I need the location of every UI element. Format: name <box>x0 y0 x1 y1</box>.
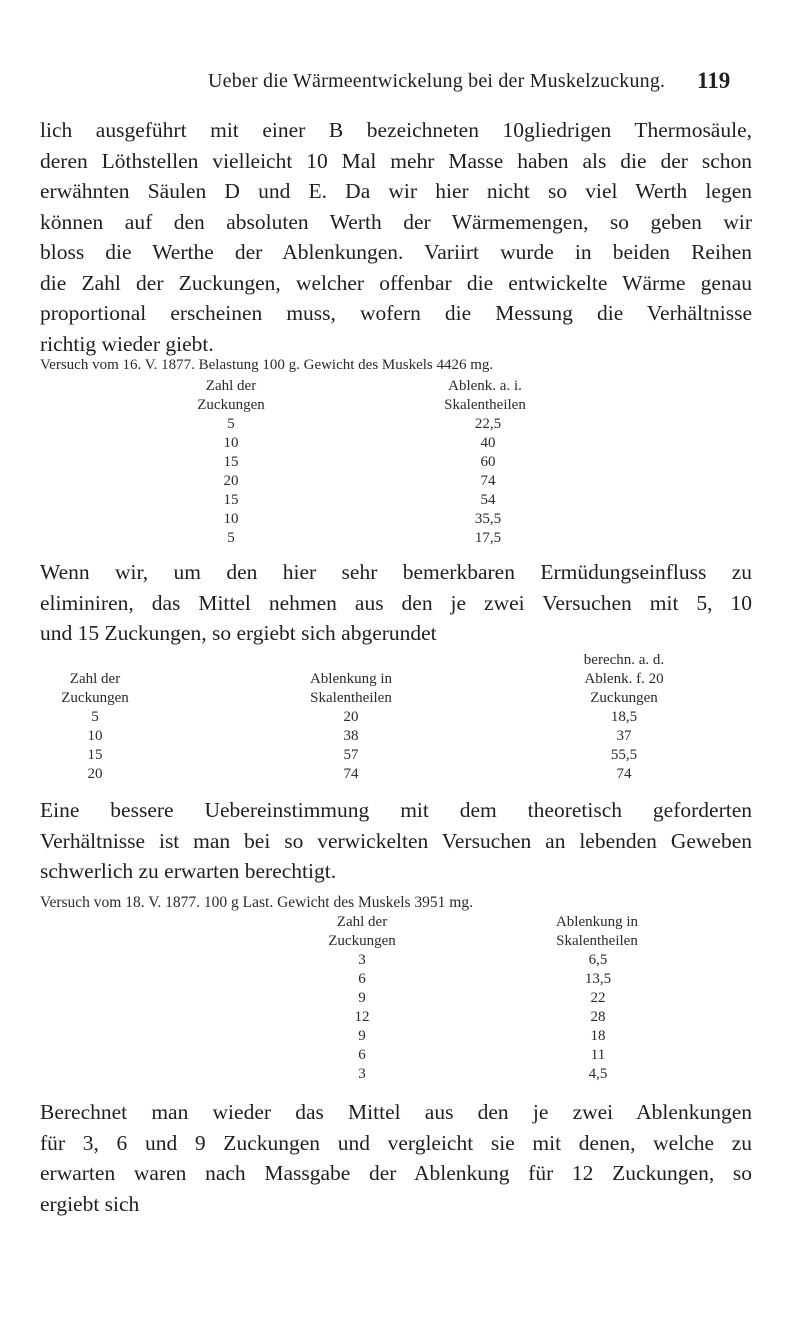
table1-header-col2: Skalentheilen <box>444 397 526 413</box>
running-header: Ueber die Wärmeentwickelung bei der Muskelzuckung. <box>208 70 666 92</box>
table-cell: 38 <box>343 728 359 744</box>
paragraph-3 <box>40 795 752 887</box>
table2-header-col1: Zahl der <box>69 671 121 687</box>
table-cell: 5 <box>91 709 99 725</box>
text-line: ergiebt sich <box>40 1191 140 1216</box>
table3-header-col1: Zuckungen <box>328 933 396 949</box>
text-line: schwerlich zu erwarten berechtigt. <box>40 859 337 883</box>
table-cell: 10 <box>223 435 239 451</box>
text-line: richtig wieder giebt. <box>40 331 214 356</box>
table-cell: 5 <box>227 416 235 432</box>
table-cell: 74 <box>343 766 359 782</box>
text-line: Verhältnisse ist man bei so verwickelten Versuchen an lebenden Geweben <box>40 828 752 853</box>
table2-header-col2: Ablenkung in <box>309 671 393 687</box>
table3-caption: Versuch vom 18. V. 1877. 100 g Last. Gewicht des Muskels 3951 mg. <box>40 894 473 911</box>
text-line: bloss die Werthe der Ablenkungen. Variirt wurde in beiden Reihen <box>40 240 752 264</box>
text-line: proportional erscheinen muss, wofern die Messung die Verhältnisse <box>40 301 752 325</box>
table-cell: 20 <box>223 473 239 489</box>
table1-header-col1: Zuckungen <box>197 397 265 413</box>
table-cell: 12 <box>354 1009 370 1025</box>
table3-header-col2: Skalentheilen <box>556 933 638 949</box>
text-line: Berechnet man wieder das Mittel aus den je zwei Ablenkungen <box>40 1100 752 1124</box>
text-line: eliminiren, das Mittel nehmen aus den je zwei Versuchen mit 5, 10 <box>40 590 752 615</box>
text-line: und 15 Zuckungen, so ergiebt sich abgerundet <box>40 621 437 645</box>
table1-caption: Versuch vom 16. V. 1877. Belastung 100 g. Gewicht des Muskels 4426 mg. <box>40 357 494 373</box>
table-cell: 6,5 <box>588 952 608 968</box>
table3-header-col1: Zahl der <box>336 914 388 930</box>
table-cell: 15 <box>223 492 239 508</box>
table-cell: 28 <box>590 1009 606 1025</box>
table-cell: 20 <box>87 766 103 782</box>
table-cell: 4,5 <box>588 1066 608 1082</box>
table2-header-col1: Zuckungen <box>61 690 129 706</box>
table-cell: 15 <box>223 454 239 470</box>
table-cell: 40 <box>480 435 496 451</box>
table-cell: 3 <box>358 952 366 968</box>
table-cell: 10 <box>87 728 103 744</box>
table-cell: 15 <box>87 747 103 763</box>
text-line: die Zahl der Zuckungen, welcher offenbar die entwickelte Wärme genau <box>40 270 752 295</box>
table-cell: 9 <box>358 990 366 1006</box>
table-cell: 3 <box>358 1066 366 1082</box>
text-line: für 3, 6 und 9 Zuckungen und vergleicht sie mit denen, welche zu <box>40 1130 752 1155</box>
text-line: lich ausgeführt mit einer B bezeichneten 10gliedrigen Thermosäule, <box>40 118 752 142</box>
text-line: deren Löthstellen vielleicht 10 Mal mehr Masse haben als die der schon <box>40 148 752 173</box>
page-number: 119 <box>697 68 731 93</box>
text-line: können auf den absoluten Werth der Wärmemengen, so geben wir <box>40 209 752 234</box>
table-cell: 5 <box>227 530 235 546</box>
table-cell: 20 <box>343 709 359 725</box>
table2-header-col2: Skalentheilen <box>310 690 392 706</box>
table-cell: 6 <box>358 1047 366 1063</box>
paragraph-2 <box>40 557 752 649</box>
table-cell: 17,5 <box>474 530 502 546</box>
text-line: Wenn wir, um den hier sehr bemerkbaren Ermüdungseinfluss zu <box>40 560 752 584</box>
table-cell: 18 <box>590 1028 606 1044</box>
table-cell: 55,5 <box>610 747 638 763</box>
table2-header-col3: Zuckungen <box>590 690 658 706</box>
table-cell: 10 <box>223 511 239 527</box>
table-cell: 22 <box>590 990 606 1006</box>
table-cell: 74 <box>616 766 632 782</box>
paragraph-1 <box>40 115 752 359</box>
text-line: erwarten waren nach Massgabe der Ablenkung für 12 Zuckungen, so <box>40 1161 752 1185</box>
text-line: Eine bessere Uebereinstimmung mit dem theoretisch geforderten <box>40 798 752 822</box>
table1-header-col1: Zahl der <box>205 378 257 394</box>
text-line: erwähnten Säulen D und E. Da wir hier nicht so viel Werth legen <box>40 179 752 203</box>
table-cell: 9 <box>358 1028 366 1044</box>
table-cell: 13,5 <box>584 971 612 987</box>
table3-header-col2: Ablenkung in <box>555 914 639 930</box>
table-cell: 6 <box>358 971 366 987</box>
table-cell: 54 <box>480 492 496 508</box>
table2-header-col3: Ablenk. f. 20 <box>584 671 664 687</box>
table-cell: 37 <box>616 728 632 744</box>
paragraph-4 <box>40 1097 752 1219</box>
table2-header-col3: berechn. a. d. <box>583 652 665 668</box>
table-cell: 22,5 <box>474 416 502 432</box>
table1-header-col2: Ablenk. a. i. <box>448 378 522 394</box>
table-cell: 74 <box>480 473 496 489</box>
table-cell: 60 <box>480 454 496 470</box>
table-cell: 11 <box>590 1047 606 1063</box>
table-cell: 35,5 <box>474 511 502 527</box>
table-cell: 57 <box>343 747 359 763</box>
table-cell: 18,5 <box>610 709 638 725</box>
